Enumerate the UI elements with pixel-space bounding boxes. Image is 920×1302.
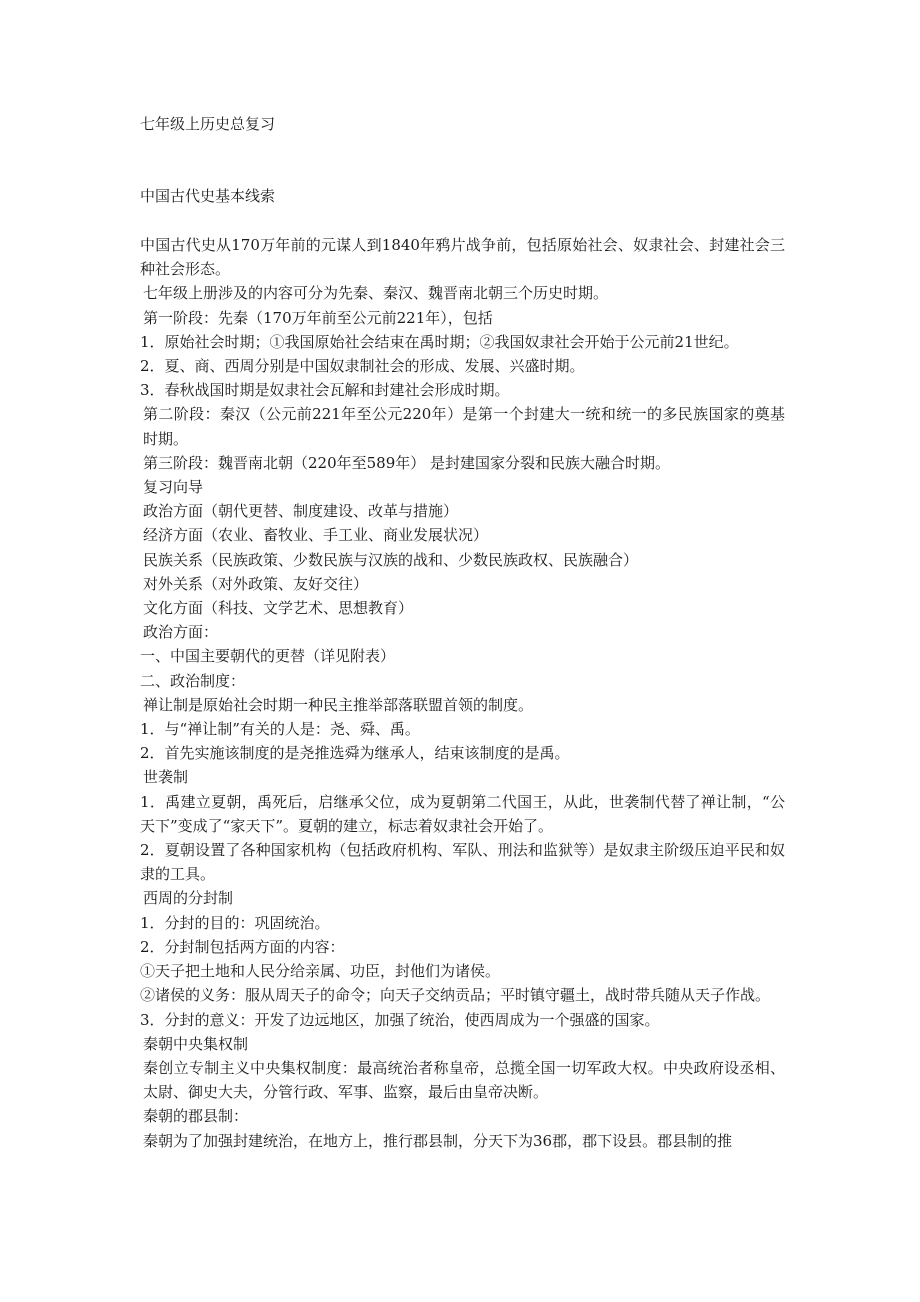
subheading: 西周的分封制 [143,889,234,908]
paragraph: 经济方面（农业、畜牧业、手工业、商业发展状况） [143,526,489,545]
paragraph: 七年级上册涉及的内容可分为先秦、秦汉、魏晋南北朝三个历史时期。 [143,284,609,303]
subheading: 世袭制 [143,768,189,787]
document-title: 七年级上历史总复习 [140,115,276,133]
subheading: 复习向导 [143,478,204,497]
list-item: 1．原始社会时期；①我国原始社会结束在禹时期；②我国奴隶社会开始于公元前21世纪。 [140,332,739,351]
list-item: 1．分封的目的：巩固统治。 [140,913,330,932]
subheading: 政治方面： [143,623,219,642]
list-item: ②诸侯的义务：服从周天子的命令；向天子交纳贡品；平时镇守疆土，战时带兵随从天子作战。 [140,986,771,1005]
section-heading: 中国古代史基本线索 [140,187,276,205]
paragraph: 第三阶段：魏晋南北朝（220年至589年） 是封建国家分裂和民族大融合时期。 [143,453,671,472]
paragraph: 第一阶段：先秦（170万年前至公元前221年），包括 [143,308,493,327]
list-item: 2．分封制包括两方面的内容： [140,937,345,956]
paragraph: 文化方面（科技、文学艺术、思想教育） [143,599,414,618]
paragraph: 民族关系（民族政策、少数民族与汉族的战和、少数民族政权、民族融合） [143,550,639,569]
list-item: 3．分封的意义：开发了边远地区，加强了统治，使西周成为一个强盛的国家。 [140,1010,660,1029]
paragraph: 对外关系（对外政策、友好交往） [143,574,369,593]
subheading: 秦朝中央集权制 [143,1034,249,1053]
subheading: 二、政治制度： [140,671,246,690]
list-item: 1．禹建立夏朝，禹死后，启继承父位，成为夏朝第二代国王，从此，世袭制代替了禅让制，“公天下”变成了“家天下”。夏朝的建立，标志着奴隶社会开始了。 [140,792,785,835]
paragraph: 第二阶段：秦汉（公元前221年至公元220年）是第一个封建大一统和统一的多民族国家的奠基时期。 [143,405,785,448]
list-item: 2．首先实施该制度的是尧推选舜为继承人，结束该制度的是禹。 [140,744,570,763]
paragraph: 中国古代史从170万年前的元谋人到1840年鸦片战争前，包括原始社会、奴隶社会、封建社会三种社会形态。 [140,236,785,279]
subheading: 一、中国主要朝代的更替（详见附表） [140,647,396,666]
list-item: 3．春秋战国时期是奴隶社会瓦解和封建社会形成时期。 [140,381,510,400]
paragraph: 禅让制是原始社会时期一种民主推举部落联盟首领的制度。 [143,695,534,714]
document-body [140,233,785,1153]
list-item: 1．与“禅让制”有关的人是：尧、舜、禹。 [140,720,420,739]
paragraph: 秦创立专制主义中央集权制度：最高统治者称皇帝，总揽全国一切军政大权。中央政府设丞相、太尉、御史大夫，分管行政、军事、监察，最后由皇帝决断。 [143,1058,785,1102]
list-item: 2．夏朝设置了各种国家机构（包括政府机构、军队、刑法和监狱等）是奴隶主阶级压迫平民和奴隶的工具。 [140,841,785,884]
subheading: 秦朝的郡县制： [143,1107,249,1126]
list-item: ①天子把土地和人民分给亲属、功臣，封他们为诸侯。 [140,962,501,981]
paragraph: 政治方面（朝代更替、制度建设、改革与措施） [143,502,459,521]
paragraph: 秦朝为了加强封建统治，在地方上，推行郡县制，分天下为36郡，郡下设县。郡县制的推 [143,1131,733,1150]
list-item: 2．夏、商、西周分别是中国奴隶制社会的形成、发展、兴盛时期。 [140,357,585,376]
